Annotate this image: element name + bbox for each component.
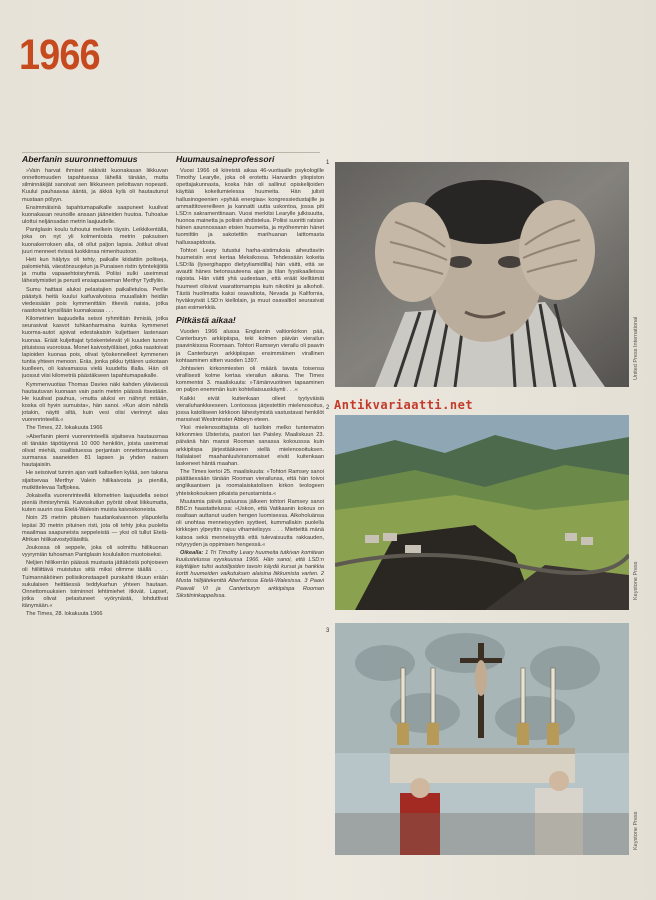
watermark: Antikvariaatti.net (334, 398, 474, 412)
mid-paragraph: The Times kertoi 25. maaliskuuta: »Tohtori Ramsey sanoi päättäessään tänään Rooman vierailunsa, että hän toivoi anglikaanisen ja roomalaiskatolisen kirkon teologeen yhteiskokouksen pikaista perustamista.« (176, 469, 324, 497)
left-column (22, 154, 168, 884)
left-paragraph: Sumu haittasi aluksi pelastajien paikalletuloa. Perille päästyä heitä kuului kaifuvalvoissa muuallakin heidän viedessään pois kymmenittäin itkeviä naisia, jotka raastoivat kynsillään kuonakasaa . . . (22, 286, 168, 314)
mid-paragraph: Vuosi 1966 oli kiireistä aikaa 46-vuotiaalle psykologille Timothy Learylle, joka oli erotettu Harvardin yliopiston opettajakunnasta, koska hän oli sallinut opiskelijoiden käyttää kokeilumielessa huumeita. Hän julisti hallusinogeenien »pyhää energiaa« kongressiedustajille ja ammattitovereilleen ja kannatti uutta uskontoa, jossa piti LSD:n sakramenttinaan. Vuosi merkitsi Learylle julkisuutta, huonoa mainetta ja poliisin ahdistelua. Poliisi suoritti ratsian hänen asunnossaan etsien huumeita, ja myöhemmin hänet tuomittiin ja sakotettiin marihuanan laittomasta hallussapidosta. (176, 168, 324, 246)
mid-subtitle: Pitkästä aikaa! (176, 315, 236, 326)
mid-article-title: Huumausaineprofessori (176, 154, 275, 164)
left-paragraph: Kymmenvuotias Thomas Davies näki kahden yläväessä hautautuvan kuonaan vain parin metrin päässä itsestään. He kuulivat pauhua, »mutta aluksi en nähnyt mitään, koska oli hyvin sumuista«, hän sanoi. »Kun aloin nähdä jotakin, näytti siltä, kuin vesi olisi vierinnyt alas vuorenrinteellä.« (22, 381, 168, 424)
left-paragraph: »Aberfanin piemi vuorenrinteellä sijaitseva hautausmaa oli tänään täpötäynnä 10 000 henkilön, joista useimmat olivat miehiä, osallistuessa perjantain onnettomuudessa surmansa saaneiden 81 lapsen ja yhden naisen hautajaisiin. (22, 433, 168, 469)
left-paragraph: Joukossa oli seppele, joka oli solmittu hiilikuonan vyyrymiän tuhoaman Pantglasin koululaiton muotoiseksi. (22, 544, 168, 559)
left-paragraph: Heti kun hälytys oli tehty, paikalle kiidattiin poliiseja, palomiehiä, väestönsuojelun ja Punaisen ristin työntekijöitä ja mutta vapaaehtoisryhmiä. Poliisi sulki useimmat lähestymistiet ja perusti ensiapuaseman Merthyr Tydfyliin. (22, 256, 168, 285)
middle-column (176, 154, 324, 884)
left-paragraph: »Vain harvat ihmiset näkivät kuonakasan liikkuvan onnettomuuden tapahtuessa lähellä tänään, mutta silminnäkijät sanoivat sen liikkuneen pelottavan nopeasti. Kuului pauhaavaa ääntä, ja äkkiä kylä oli hautautunut mustaan pölyyn. (22, 168, 168, 203)
photo-number-3: 3 (326, 628, 330, 634)
left-paragraph: Jokaisella vuorenrinteellä kilometrien laajuudella seisoi pieniä ihmisryhmiä. Kaivoskuilun pyörät olivat liikkumatta, kuten suurin osa Etelä-Walesin muista kaivoskoneista. (22, 492, 168, 514)
mid-paragraph: Tohtori Leary tutustui harha-aistimuksia aiheuttaviin huumeisiin ensi kertaa Meksikossa. Tehdessään kokeita LSD:llä (lysergihappo dietyyliamidilla) hän väitti, että se avautti hänes betonsuuteena ajan ja tilan fyysikaalleissa rajoista. Hän väitti yhä uudestaan, että eräät kielltämät huumeet olisivat vaarattomampia kuin nikotiini ja alkoholi. Tästä huolimatta kaksi osavaltiota, Nevada ja Kalifornia, hyväksyivät LSD:n kiellolain, ja muut osavaltiot seurasivat pian esimerkkiä. (176, 247, 324, 311)
photo-number-2: 2 (326, 405, 330, 411)
photo-credit-3: Keystone Press (633, 811, 639, 850)
left-source: The Times, 22. lokakuuta 1966 (26, 425, 103, 432)
photo-sistine-chapel (335, 623, 629, 855)
photo-credit-2: Keystone Press (633, 561, 639, 600)
mid-paragraph: Vuoden 1966 alussa Englannin valtionkirkon pää, Canterburyn arkkipiispa, teki kolmen päivän vierailun paavinkisssa Roomaan. Tohtori Ramseyn vierailu oli paavin ja Canterburyn arkkipiispan ensimmäinen virallinen kohtaaminen sitten vuoden 1397. (176, 329, 324, 364)
photo-credit-1: United Press International (633, 316, 639, 380)
year-heading: 1966 (19, 31, 100, 79)
mid-paragraph: Muutamia päiviä paluunsa jälkeen tohtori Ramsey sanoi BBC:n haastattelussa: »Uskon, että Vatikaanin kokous on osaltaan auttanut uuden hengen luomisessa. Alkoholuänsa oli unohtaa menneisyyden syytteet, kummallakin puolella kirkkojen ylpeyttin rajuu vihamielisyys . . . Mietteittä mänä katsoa sekä menneisyyttä että tulevaisuutta rakkauden, nöyryyden ja oppimisen hengessä.« (176, 498, 324, 548)
left-paragraph: Neljien hiilikerrän päässä mustasta jättäköstä pohjoiseen oli hiiliittävä muistutus siitä miksi olimme täällä . . . Tuimannäköinen poliisikonstaapeli purskahti itkuun erään sukulaisen heittäessä teddykarhun yhteen hautaan. Onnettomuuksien toiminnot lehtimiehet itkivät. Lapset, jotka olivat pelastuneet vyörynästä, lohduttivat itänymään.« (22, 560, 168, 610)
left-source: The Times, 28. lokakuuta 1966 (26, 611, 103, 618)
caption-text: 1 Tri Timothy Leary huumeita tutkivan komitean kuulustelussa syyskuussa 1966. Hän sanoi, että LSD:n käyttäjien tulisi autoilijoiden tavoin käydä kursai ja hankkia kortti huumeiden vaikutuksen alaisina liikkumista varten. 2 Musta hiilijätekenttä Aberfanissa Etelä-Walesissa. 3 Paavi Paavali VI ja Canterburyn arkkipiispa Rooman Sikstiininkappelissa. (176, 549, 324, 599)
mid-paragraph: Johtavien kirkonmiesten oli määrä tavata toisensa virallisesti kolme kertaa vierailun aikana. The Times kommentoi 3. maaliskuuta: »Tämänvuotinen tapaaminen on paljon enemmän kuin kohteliaisuuskäynti . . .« (176, 365, 324, 394)
caption-lead: Oikealla: (180, 549, 204, 556)
left-paragraph: Ensimmäisinä tapahtumapaikalle saapuneet kuulivat kuonakasan reunoille ansaan jääneiden huutoa. Tuhoalue ulottui neljänsadan metrin laajuudelle. (22, 204, 168, 226)
photo-aberfan-landscape (335, 415, 629, 610)
photo-timothy-leary (335, 162, 629, 387)
left-paragraph: Kilometrien laajuudella seisoi ryhmittäin ihmisiä, jotka seurasivat kasvot tuhkanharmaina kuinka kymmenet kuorma-autot ajoivat edestakaisin kuljettaen lastenaan kuonaa. Eräät kuljettajat työskentelevät yli kuuden tunnin pituisissa vuoroissa. Monet kaivostyöläiset, jotka raastoivat lapioiden kuonaa pois, olivat työskennelleet kymmenen tuntia yhteen menoon. Eräs, jonka pikku tyttären uskotaan kuolleen, oli kaivamassa vielä kuudelta illalla. Hän oli juossut viisi kilometriä päästäkseen tapahtumapaikalle. (22, 316, 168, 380)
left-paragraph: Pantglasin koulu tuhoutui melkein täysin. Leikkikentällä, joka on nyt yli kolmentoista metrin paksuisen kuonakerroksen alla, oli ollut paljon lapsia. Joitkut olivat juuri menneet rivissä luokkiinsa nimenhuutoon. (22, 227, 168, 255)
mid-paragraph: Kaikki eivät kuitenkaan olleet tyytyväisiä vierailuhankkeeseen. Lontoossa järjestettiin mielenosoitus, jossa katoliiseen kirkkoon lähestymistä vastustavat henkilöt marssivat Westminster Abbeyn eteen. (176, 395, 324, 423)
photo-captions (176, 550, 324, 600)
mid-paragraph: Yksi mielenosoittajista oli tuolloin melko tuntematon kirkonmies Ulsterista, pastori Ian Paisley. Maaliskuun 23. päivänä hän marssi Rooman sanassa kokousssa kuin arkkipiispa järjestääkseen siellä mielenosoituksen. Italialaiset maahanluulviranomaiset eivät kuitenkaan laskeneet häntä maahan. (176, 425, 324, 467)
header-divider (22, 152, 320, 153)
left-paragraph: Noin 25 metrin pituisen haudankaivannon yläpuolella lepäsi 30 metrin pituinen risti, jota oli tehty joka puolelta maailmaa saapuneista seppeleistä — yksi oli tullut Etelä-Afrikan hiilikaivostyöläisiltä. (22, 515, 168, 543)
photo-number-1: 1 (326, 160, 330, 166)
left-paragraph: He seisoivat tunnin ajan vaiti kaltaellen kylää, sen takana sijaitsevaa Merthyr Valein hiilikaivosta ja pienillä, mutkittelevaa Taffjokea. (22, 470, 168, 491)
left-article-title: Aberfanin suuronnettomuus (22, 154, 138, 164)
